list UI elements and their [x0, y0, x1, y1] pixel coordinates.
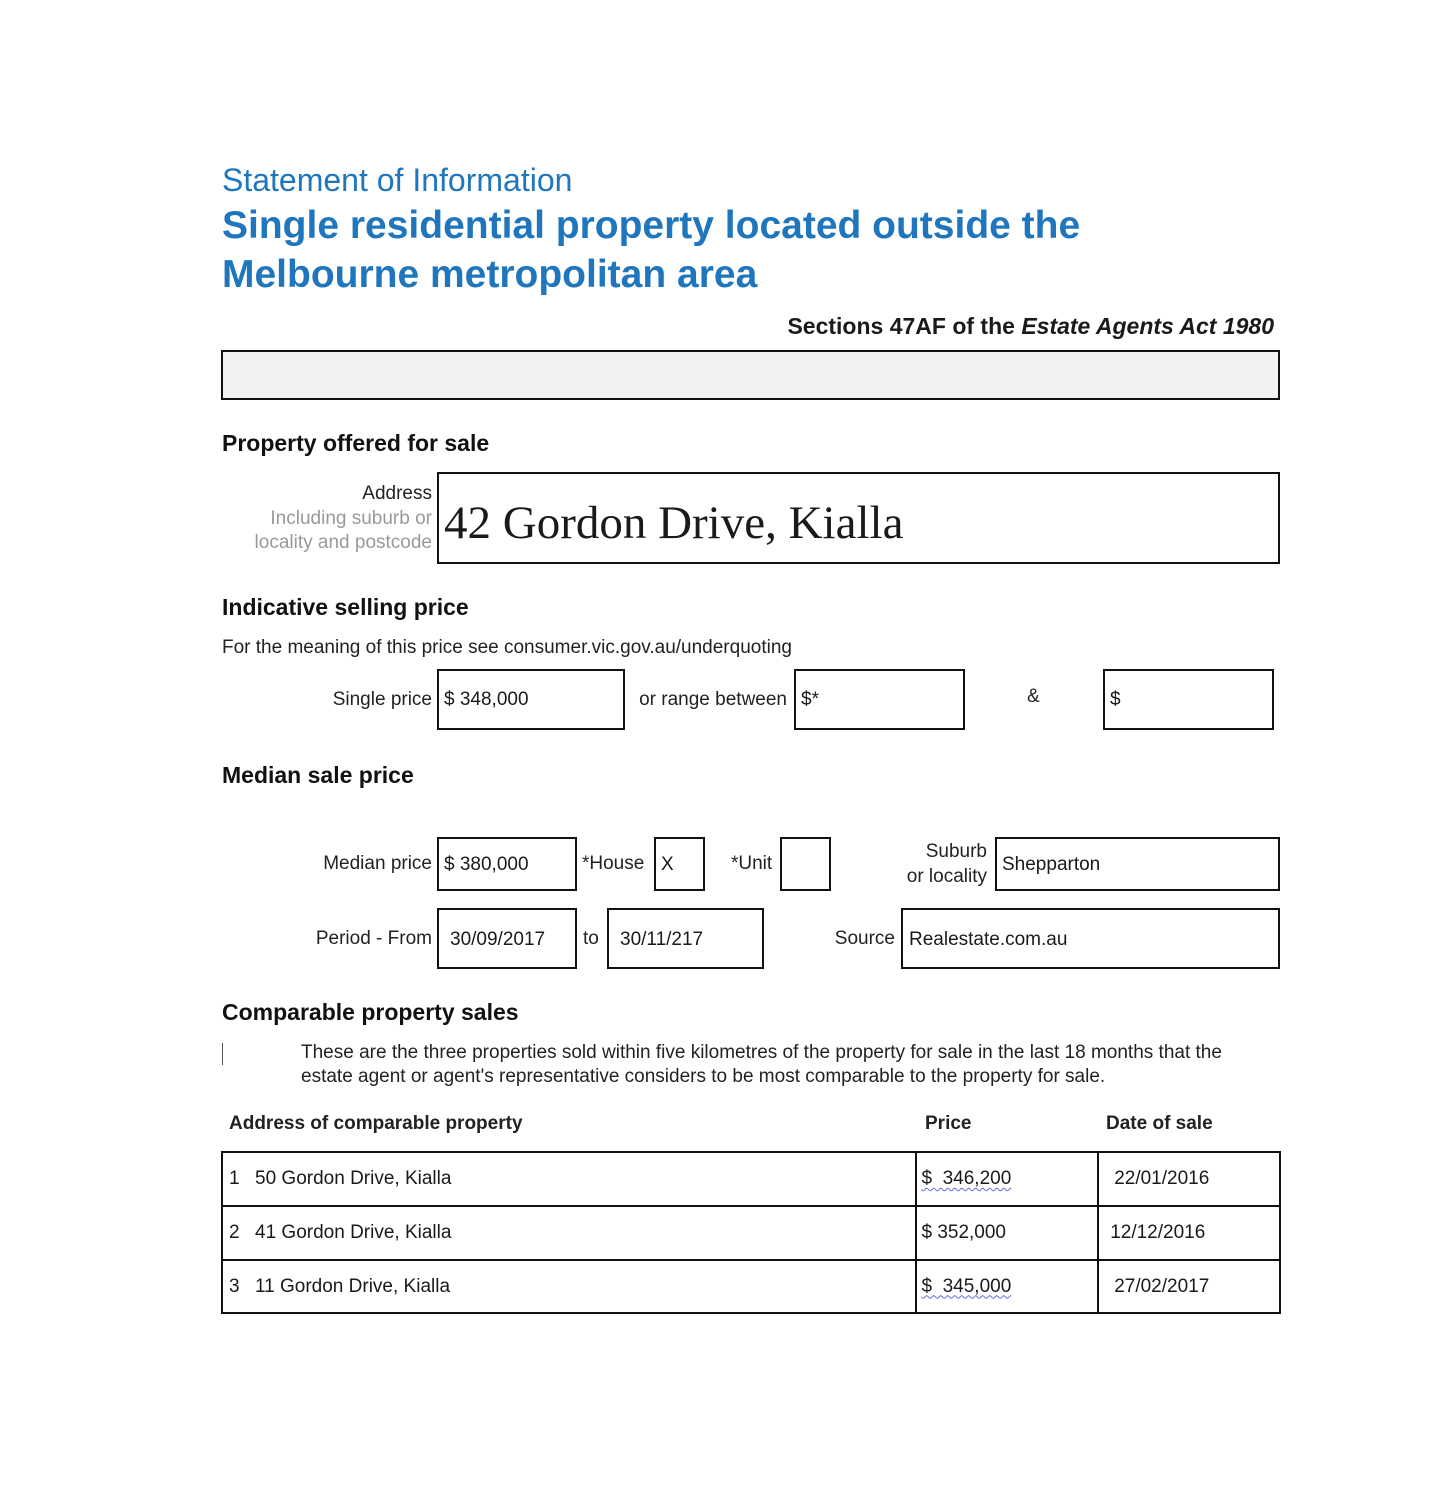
comparable-date: 12/12/2016: [1110, 1222, 1206, 1243]
comparable-price: $ 345,000: [921, 1275, 1012, 1297]
address-field[interactable]: [437, 472, 1280, 564]
unit-label: *Unit: [731, 853, 773, 874]
house-checkbox-value: X: [661, 854, 674, 875]
comparable-description-2: estate agent or agent's representative considers to be most comparable to the property for sale.: [301, 1066, 1106, 1087]
range-to-field[interactable]: [1103, 669, 1274, 730]
statement-title: Statement of Information: [222, 162, 573, 198]
comparable-price: $ 346,200: [921, 1168, 1012, 1189]
address-label: Address: [362, 483, 432, 504]
page-title-line-2: Melbourne metropolitan area: [222, 253, 758, 296]
comparable-date: 27/02/2017: [1114, 1275, 1210, 1297]
comparable-price-cell: [916, 1206, 1098, 1260]
sections-prefix: Sections 47AF of the: [787, 313, 1022, 339]
comparable-date-cell: [1098, 1260, 1280, 1313]
median-price-field[interactable]: [437, 837, 577, 891]
price-meaning-text: For the meaning of this price see consumer.vic.gov.au/underquoting: [222, 637, 792, 658]
table-row: [222, 1206, 1280, 1260]
period-from-label: Period - From: [315, 928, 432, 949]
single-price-value: $ 348,000: [444, 689, 529, 710]
comparable-address: 11 Gordon Drive, Kialla: [255, 1275, 451, 1297]
source-label: Source: [834, 928, 895, 949]
period-to-field[interactable]: [607, 908, 764, 969]
comparable-address-cell: [222, 1152, 916, 1206]
comparable-price-cell: [916, 1152, 1098, 1206]
range-to-value: $: [1110, 689, 1121, 710]
range-from-value: $*: [801, 689, 819, 710]
median-price-value: $ 380,000: [444, 854, 529, 875]
single-price-label: Single price: [332, 689, 432, 710]
comparable-date-cell: [1098, 1206, 1280, 1260]
comparable-description-1: These are the three properties sold within five kilometres of the property for sale in the last 18 months that the: [301, 1042, 1222, 1063]
text-cursor-mark: [222, 1043, 223, 1065]
source-value: Realestate.com.au: [909, 929, 1068, 950]
comparable-address-cell: [222, 1260, 916, 1313]
row-number: 1: [229, 1168, 240, 1189]
comparable-date-cell: [1098, 1152, 1280, 1206]
unit-checkbox[interactable]: [780, 837, 831, 891]
table-row: [222, 1152, 1280, 1206]
suburb-field[interactable]: [995, 837, 1280, 891]
act-name: Estate Agents Act 1980: [1021, 313, 1274, 339]
table-row: [222, 1260, 1280, 1313]
period-to-label: to: [583, 928, 599, 949]
address-value: 42 Gordon Drive, Kialla: [444, 497, 904, 549]
range-label: or range between: [639, 689, 787, 710]
row-number: 3: [229, 1275, 240, 1297]
house-label: *House: [582, 853, 645, 874]
range-ampersand: &: [1027, 686, 1040, 707]
suburb-label-2: or locality: [906, 866, 987, 887]
comparable-heading: Comparable property sales: [222, 999, 519, 1025]
address-hint-1: Including suburb or: [270, 508, 432, 529]
comparable-sales-table: [221, 1151, 1281, 1314]
range-from-field[interactable]: [794, 669, 965, 730]
house-checkbox[interactable]: [654, 837, 705, 891]
period-from-value: 30/09/2017: [450, 929, 546, 950]
row-number: 2: [229, 1222, 240, 1243]
comparable-price-cell: [916, 1260, 1098, 1313]
median-heading: Median sale price: [222, 762, 414, 788]
column-header-address: Address of comparable property: [229, 1113, 523, 1134]
suburb-label-1: Suburb: [925, 841, 987, 862]
comparable-date: 22/01/2016: [1114, 1168, 1210, 1189]
source-field[interactable]: [901, 908, 1280, 969]
period-from-field[interactable]: [437, 908, 577, 969]
comparable-address: 41 Gordon Drive, Kialla: [255, 1222, 452, 1243]
single-price-field[interactable]: [437, 669, 625, 730]
grey-banner: [221, 350, 1280, 400]
column-header-date: Date of sale: [1106, 1113, 1213, 1134]
legislation-reference: [787, 313, 1274, 340]
indicative-heading: Indicative selling price: [222, 594, 469, 620]
property-heading: Property offered for sale: [222, 430, 490, 456]
comparable-address-cell: [222, 1206, 916, 1260]
comparable-address: 50 Gordon Drive, Kialla: [255, 1168, 452, 1189]
suburb-value: Shepparton: [1002, 854, 1101, 875]
median-price-label: Median price: [323, 853, 432, 874]
column-header-price: Price: [925, 1113, 972, 1134]
comparable-price: $ 352,000: [921, 1222, 1006, 1243]
page-title-line-1: Single residential property located outside the: [222, 204, 1081, 247]
period-to-value: 30/11/217: [620, 929, 704, 950]
address-hint-2: locality and postcode: [254, 532, 432, 553]
